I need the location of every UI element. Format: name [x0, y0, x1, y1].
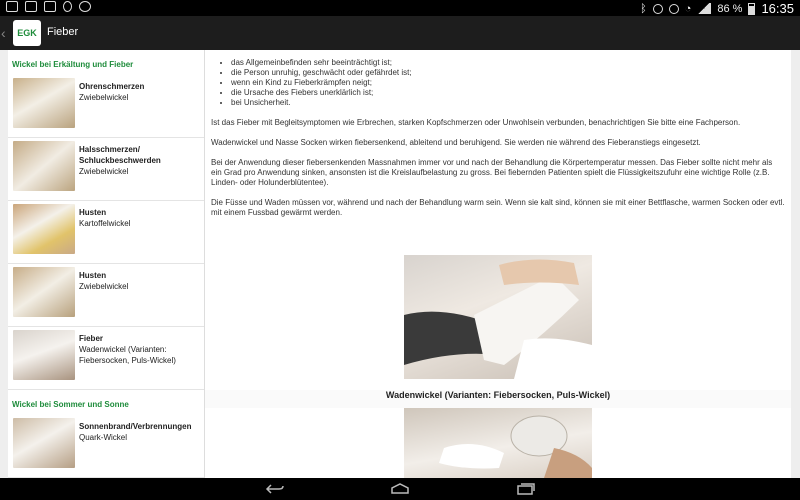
action-bar	[0, 16, 800, 50]
sidebar-item-title: Fieber	[79, 334, 104, 343]
bowl-illustration	[404, 408, 592, 478]
thumbnail-image	[13, 418, 75, 468]
section-header: Wickel bei Erkältung und Fieber	[12, 60, 134, 69]
sidebar[interactable]	[8, 50, 204, 478]
list-item: • das Allgemeinbefinden sehr beeinträchtigt ist;	[231, 58, 785, 68]
right-gutter	[791, 50, 800, 478]
screenshot-icon	[6, 1, 18, 12]
sidebar-item-subtitle: Kartoffelwickel	[79, 219, 131, 228]
article[interactable]	[205, 50, 791, 478]
mute-icon	[653, 4, 663, 14]
paragraph: Die Füsse und Waden müssen vor, während und nach der Behandlung warm sein. Wenn sie kalt sind, können sie mit einer Bettflasche, warmen Socken oder evtl. mit einem Fussbad gewärmt werden.	[211, 198, 785, 217]
battery-percent: 86 %	[717, 2, 743, 15]
sidebar-item-title: Husten	[79, 271, 107, 280]
battery-icon	[748, 3, 755, 15]
back-arrow-icon[interactable]	[264, 481, 286, 497]
thumbnail-image	[13, 141, 75, 191]
sidebar-item-title: Ohrenschmerzen	[79, 82, 145, 91]
thumbnail-image	[13, 204, 75, 254]
article-text	[205, 58, 791, 218]
clock: 16:35	[761, 1, 794, 16]
paragraph: Bei der Anwendung dieser fiebersenkenden Massnahmen immer vor und nach der Behandlung die Körpertemperatur messen. Das Fieber sollte nicht mehr als ein Grad pro Anwendung sinken, ansonsten ist die Kreislaufbelastung zu gross. Bei fiebernden Patienten spielt die Flüssigkeitszufuhr eine wichtige Rolle (z.B. Linden- oder Holunderblütentee).	[211, 158, 773, 187]
sidebar-item-subtitle: Quark-Wickel	[79, 433, 128, 442]
mail-icon	[44, 1, 56, 12]
water-drop-icon	[63, 1, 72, 12]
alarm-icon	[669, 4, 679, 14]
image-icon	[25, 1, 37, 12]
page-title: Fieber	[47, 26, 79, 38]
status-bar	[0, 0, 800, 16]
app-logo[interactable]: EGK	[13, 20, 41, 46]
list-item: • wenn ein Kind zu Fieberkrämpfen neigt;	[231, 78, 785, 88]
image-caption: Wadenwickel (Varianten: Fiebersocken, Puls-Wickel)	[205, 390, 791, 408]
list-item: • die Ursache des Fiebers unerklärlich ist;	[231, 88, 785, 98]
signal-icon	[697, 3, 711, 14]
list-item: • bei Unsicherheit.	[231, 98, 785, 108]
list-item: • die Person unruhig, geschwächt oder gefährdet ist;	[231, 68, 785, 78]
do-not-disturb-icon	[79, 1, 91, 12]
sidebar-item-title: Halsschmerzen/ Schluckbeschwerden	[79, 145, 161, 165]
sidebar-item-subtitle: Zwiebelwickel	[79, 93, 129, 102]
bullet-list	[231, 58, 785, 108]
wifi-icon: ◔	[684, 2, 692, 15]
sidebar-item-subtitle: Wadenwickel (Varianten: Fiebersocken, Puls-Wickel)	[79, 345, 176, 365]
sidebar-item-fieber[interactable]	[8, 327, 204, 390]
thumbnail-image	[13, 78, 75, 128]
sidebar-item-title: Husten	[79, 208, 107, 217]
up-caret-icon[interactable]: ‹	[1, 25, 6, 41]
section-header: Wickel bei Sommer und Sonne	[12, 400, 129, 409]
bluetooth-icon: ᛒ	[640, 2, 647, 15]
sidebar-item-ohrenschmerzen[interactable]	[8, 75, 204, 138]
leg-wrap-illustration	[404, 255, 592, 379]
sidebar-item-husten-kartoffel[interactable]	[8, 201, 204, 264]
sidebar-item-subtitle: Zwiebelwickel	[79, 167, 129, 176]
sidebar-item-subtitle: Zwiebelwickel	[79, 282, 129, 291]
recents-icon[interactable]	[515, 481, 537, 497]
navigation-bar	[0, 478, 800, 500]
thumbnail-image	[13, 330, 75, 380]
quark-photo	[404, 408, 592, 478]
sidebar-item-title: Sonnenbrand/Verbrennungen	[79, 422, 192, 431]
wadenwickel-photo	[404, 255, 592, 379]
sidebar-item-sonnenbrand[interactable]	[8, 415, 204, 478]
home-icon[interactable]	[389, 481, 411, 497]
thumbnail-image	[13, 267, 75, 317]
sidebar-item-halsschmerzen[interactable]	[8, 138, 204, 201]
paragraph: Ist das Fieber mit Begleitsymptomen wie Erbrechen, starken Kopfschmerzen oder Unwohlsein verbunden, benachrichtigen Sie bitte eine Fachperson.	[211, 118, 741, 127]
paragraph: Wadenwickel und Nasse Socken wirken fiebersenkend, ableitend und beruhigend. Sie werden nie während des Fieberanstiegs eingesetzt.	[211, 138, 701, 147]
content-area	[0, 50, 800, 478]
sidebar-item-husten-zwiebel[interactable]	[8, 264, 204, 327]
